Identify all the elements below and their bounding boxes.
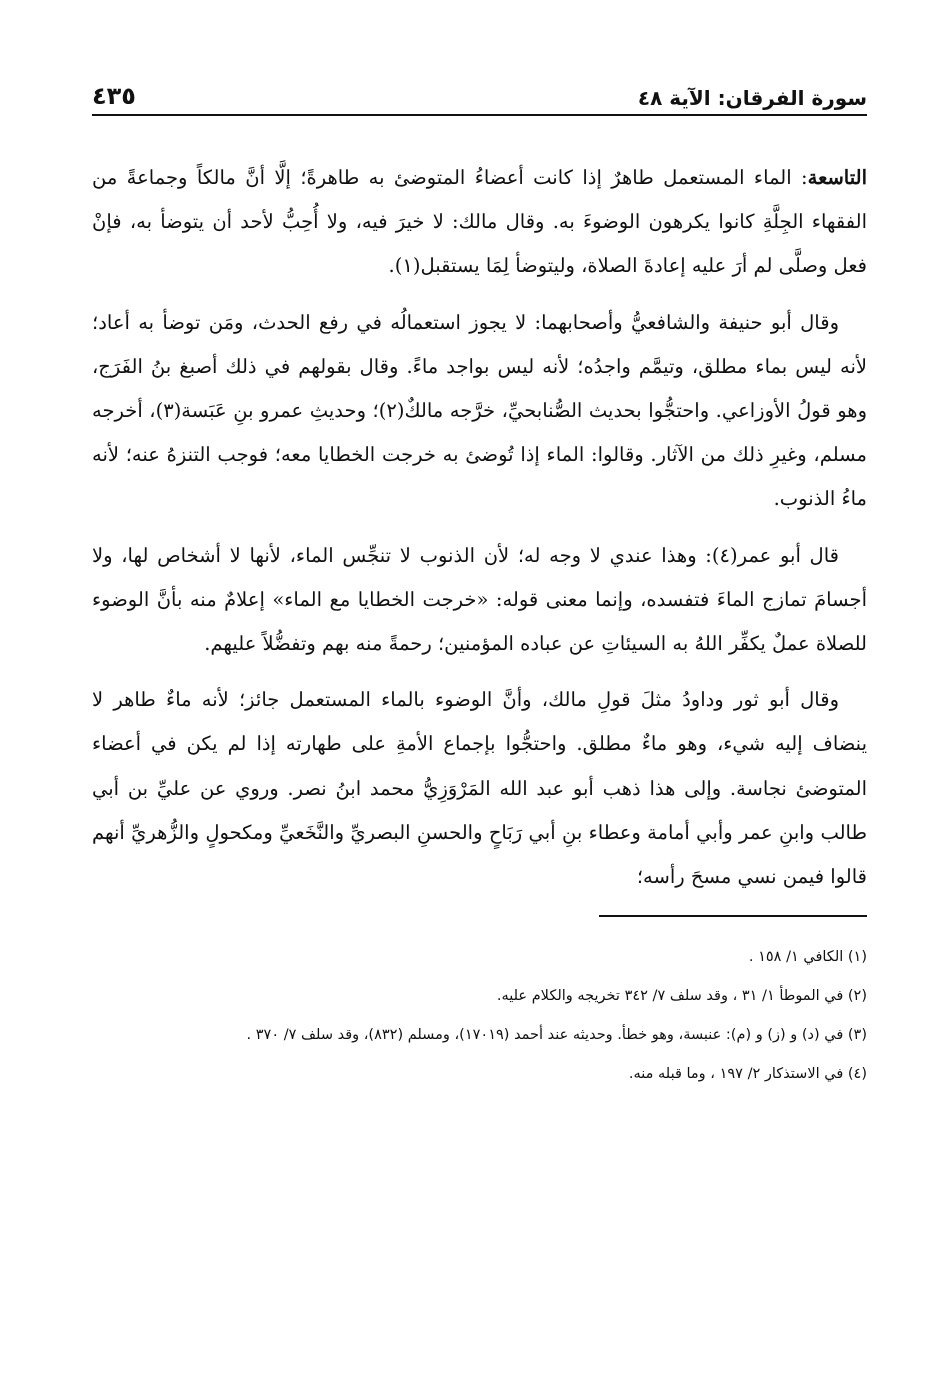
paragraph-text: قال أبو عمر(٤): وهذا عندي لا وجه له؛ لأن الذنوب لا تنجِّس الماء، لأنها لا أشخاص لها، ولا أجسامَ تمازج الماءَ فتفسده، وإنما معنى قوله: «خرجت الخطايا مع الماء» إعلامٌ منه بأنَّ الوضوء للصلاة عملٌ يكفِّر اللهُ به السيئاتِ عن عباده المؤمنين؛ رحمةً منه بهم وتفضُّلاً عليهم. bbox=[92, 543, 867, 656]
page-number: ٤٣٥ bbox=[92, 82, 136, 110]
footnotes bbox=[92, 941, 867, 1091]
paragraph-4 bbox=[92, 678, 867, 899]
footnote-4: (٤) في الاستذكار ٢/ ١٩٧ ، وما قبله منه. bbox=[628, 1066, 867, 1083]
main-text bbox=[92, 156, 867, 899]
paragraph-3 bbox=[92, 534, 867, 667]
paragraph-1 bbox=[92, 156, 867, 289]
paragraph-2 bbox=[92, 301, 867, 522]
footnote-3: (٣) في (د) و (ز) و (م): عنبسة، وهو خطأ. وحديثه عند أحمد (١٧٠١٩)، ومسلم (٨٣٢)، وقد سلف ٧/ ٣٧٠ . bbox=[246, 1027, 867, 1044]
paragraph-text: وقال أبو ثور وداودُ مثلَ قولِ مالك، وأنَّ الوضوء بالماء المستعمل جائز؛ لأنه ماءٌ طاهر لا ينضاف إليه شيء، وهو ماءٌ مطلق. واحتجُّوا بإجماع الأمةِ على طهارته إذا لم يكن في أعضاء المتوضئ نجاسة. وإلى هذا ذهب أبو عبد الله المَرْوَزِيُّ محمد ابنُ نصر. وروي عن عليِّ بن أبي طالب وابنِ عمر وأبي أمامة وعطاء بنِ أبي رَبَاحٍ والحسنِ البصريِّ والنَّخَعيِّ ومكحولٍ والزُّهريِّ أنهم قالوا فيمن نسي مسحَ رأسه؛ bbox=[92, 688, 867, 889]
paragraph-text: وقال أبو حنيفة والشافعيُّ وأصحابهما: لا يجوز استعمالُه في رفع الحدث، ومَن توضأ به أعاد؛ لأنه ليس بماء مطلق، وتيمَّم واجدُه؛ لأنه ليس بواجد ماءً. وقال بقولهم في ذلك أصبغ بنُ الفَرَج، وهو قولُ الأوزاعي. واحتجُّوا بحديث الصُّنابحيِّ، خرَّجه مالكٌ(٢)؛ وحديثِ عمرو بنِ عَبَسة(٣)، أخرجه مسلم، وغيرِ ذلك من الآثار. وقالوا: الماء إذا تُوضئ به خرجت الخطايا معه؛ فوجب التنزهُ عنه؛ لأنه ماءُ الذنوب. bbox=[92, 310, 867, 511]
running-title: سورة الفرقان: الآية ٤٨ bbox=[637, 86, 867, 110]
paragraph-lead-word: التاسعة bbox=[807, 166, 867, 189]
paragraph-text: : الماء المستعمل طاهرٌ إذا كانت أعضاءُ المتوضئ به طاهرةً؛ إلَّا أنَّ مالكاً وجماعةً من الفقهاء الجِلَّةِ كانوا يكرهون الوضوءَ به. وقال مالك: لا خيرَ فيه، ولا أُحِبُّ لأحد أن يتوضأ به، فإنْ فعل وصلَّى لم أرَ عليه إعادةَ الصلاة، وليتوضأ لِمَا يستقبل(١). bbox=[92, 166, 867, 278]
page-header bbox=[92, 70, 867, 116]
footnote-2: (٢) في الموطأ ١/ ٣١ ، وقد سلف ٧/ ٣٤٢ تخريجه والكلام عليه. bbox=[496, 988, 867, 1005]
footnote-divider bbox=[599, 915, 867, 917]
book-page bbox=[92, 70, 867, 1097]
footnote-1: (١) الكافي ١/ ١٥٨ . bbox=[748, 949, 867, 966]
